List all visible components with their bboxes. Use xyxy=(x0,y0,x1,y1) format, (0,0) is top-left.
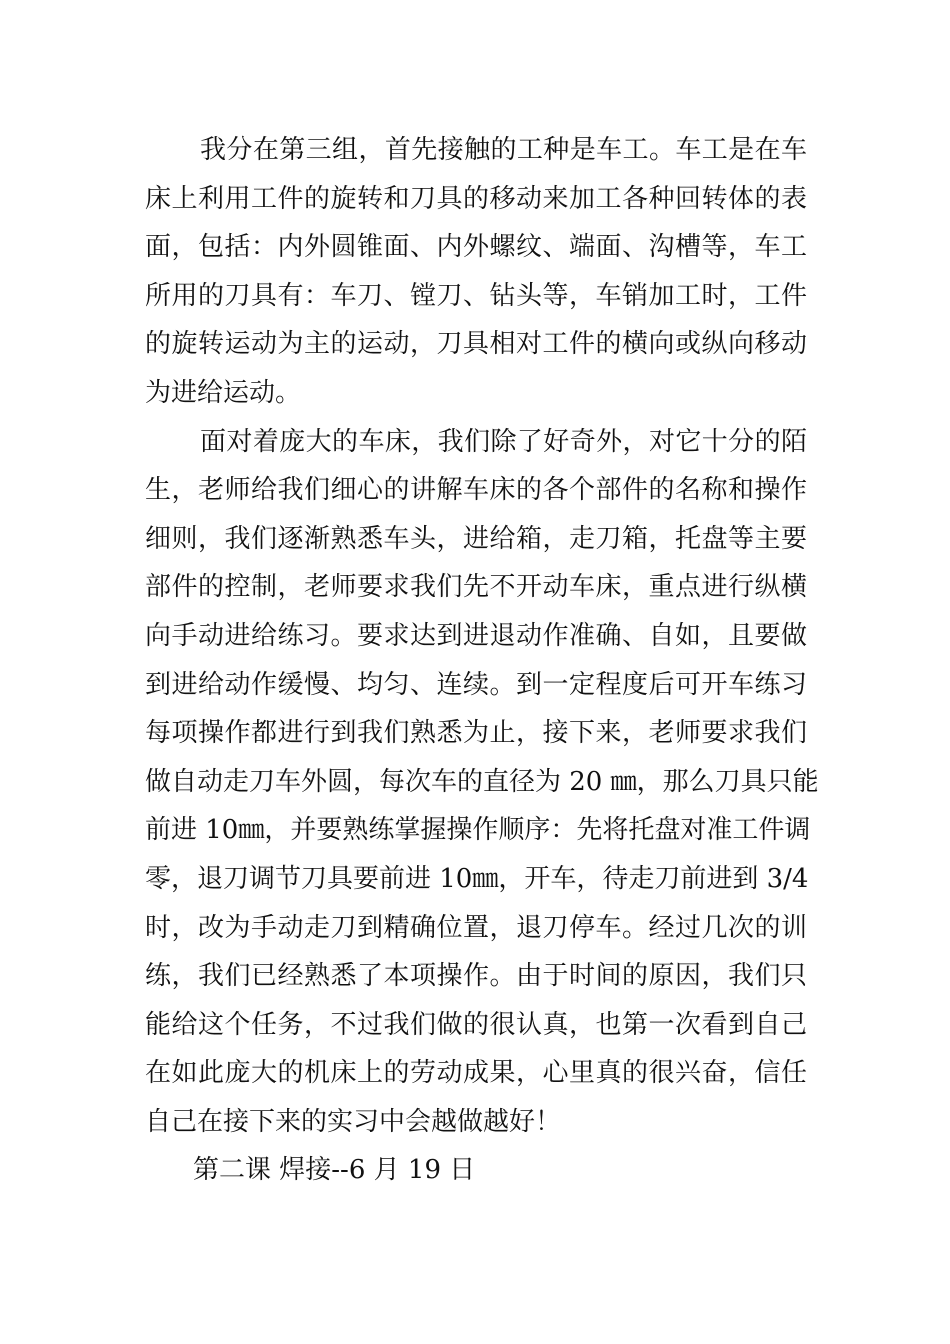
text-line: 床上利用工件的旋转和刀具的移动来加工各种回转体的表 xyxy=(145,183,807,214)
text-line: 时，改为手动走刀到精确位置，退刀停车。经过几次的训 xyxy=(145,912,807,943)
text-line: 部件的控制，老师要求我们先不开动车床，重点进行纵横 xyxy=(145,572,807,603)
text-line: 自己在接下来的实习中会越做越好！ xyxy=(145,1106,562,1137)
text-line: 为进给运动。 xyxy=(145,377,302,408)
text-line: 做自动走刀车外圆，每次车的直径为 20 ㎜，那么刀具只能 xyxy=(145,766,819,797)
text-line: 在如此庞大的机床上的劳动成果，心里真的很兴奋，信任 xyxy=(145,1058,807,1089)
text-line: 前进 10㎜，并要熟练掌握操作顺序：先将托盘对准工件调 xyxy=(145,815,811,846)
text-line: 向手动进给练习。要求达到进退动作准确、自如，且要做 xyxy=(145,620,807,651)
text-line: 练，我们已经熟悉了本项操作。由于时间的原因，我们只 xyxy=(145,961,807,992)
section-heading: 第二课 焊接--6 月 19 日 xyxy=(193,1155,476,1186)
text-line: 零，退刀调节刀具要前进 10㎜，开车，待走刀前进到 3/4 xyxy=(145,863,809,894)
text-line: 到进给动作缓慢、均匀、连续。到一定程度后可开车练习 xyxy=(145,669,807,700)
paragraph-lathe-intro xyxy=(145,126,807,418)
text-line: 的旋转运动为主的运动，刀具相对工件的横向或纵向移动 xyxy=(145,329,807,360)
text-line: 细则，我们逐渐熟悉车头，进给箱，走刀箱，托盘等主要 xyxy=(145,523,807,554)
text-line: 面，包括：内外圆锥面、内外螺纹、端面、沟槽等，车工 xyxy=(145,232,807,263)
text-line: 我分在第三组，首先接触的工种是车工。车工是在车 xyxy=(200,135,807,165)
text-line: 每项操作都进行到我们熟悉为止，接下来，老师要求我们 xyxy=(145,718,807,749)
text-line: 生，老师给我们细心的讲解车床的各个部件的名称和操作 xyxy=(145,475,807,506)
text-line: 面对着庞大的车床，我们除了好奇外，对它十分的陌 xyxy=(200,426,807,457)
document-body xyxy=(145,126,819,1195)
paragraph-lathe-practice xyxy=(145,418,819,1147)
text-line: 所用的刀具有：车刀、镗刀、钻头等，车销加工时，工件 xyxy=(145,280,807,311)
text-line: 能给这个任务，不过我们做的很认真，也第一次看到自己 xyxy=(145,1009,807,1040)
